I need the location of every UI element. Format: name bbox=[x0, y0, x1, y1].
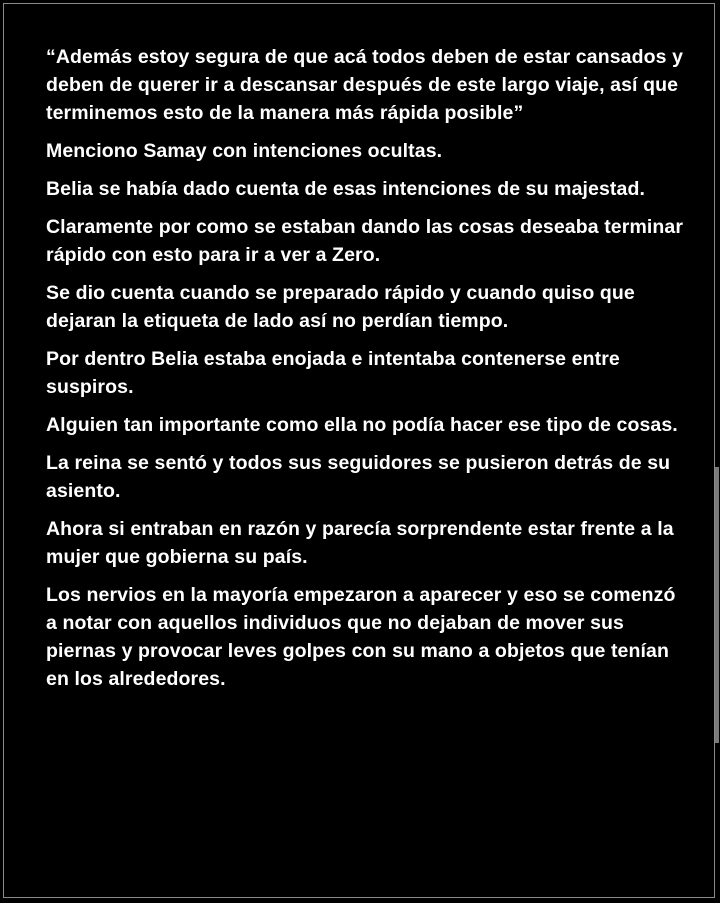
paragraph: Por dentro Belia estaba enojada e intentaba contenerse entre suspiros. bbox=[46, 348, 620, 398]
paragraph: Ahora si entraban en razón y parecía sorprendente estar frente a la mujer que gobierna su país. bbox=[46, 518, 674, 568]
story-text bbox=[46, 43, 686, 703]
paragraph: Los nervios en la mayoría empezaron a aparecer y eso se comenzó a notar con aquellos individuos que no dejaban de mover sus piernas y provocar leves golpes con su mano a objetos que tenían en los alrededores. bbox=[46, 584, 676, 690]
paragraph: Menciono Samay con intenciones ocultas. bbox=[46, 140, 443, 162]
paragraph: Belia se había dado cuenta de esas intenciones de su majestad. bbox=[46, 178, 645, 200]
paragraph: Claramente por como se estaban dando las cosas deseaba terminar rápido con esto para ir a ver a Zero. bbox=[46, 216, 684, 266]
paragraph: “Además estoy segura de que acá todos deben de estar cansados y deben de querer ir a descansar después de este largo viaje, así que terminemos esto de la manera más rápida posible” bbox=[46, 46, 684, 124]
paragraph: Se dio cuenta cuando se preparado rápido y cuando quiso que dejaran la etiqueta de lado así no perdían tiempo. bbox=[46, 282, 635, 332]
paragraph: La reina se sentó y todos sus seguidores se pusieron detrás de su asiento. bbox=[46, 452, 671, 502]
paragraph: Alguien tan importante como ella no podía hacer ese tipo de cosas. bbox=[46, 414, 678, 436]
scrollbar[interactable] bbox=[715, 467, 719, 743]
